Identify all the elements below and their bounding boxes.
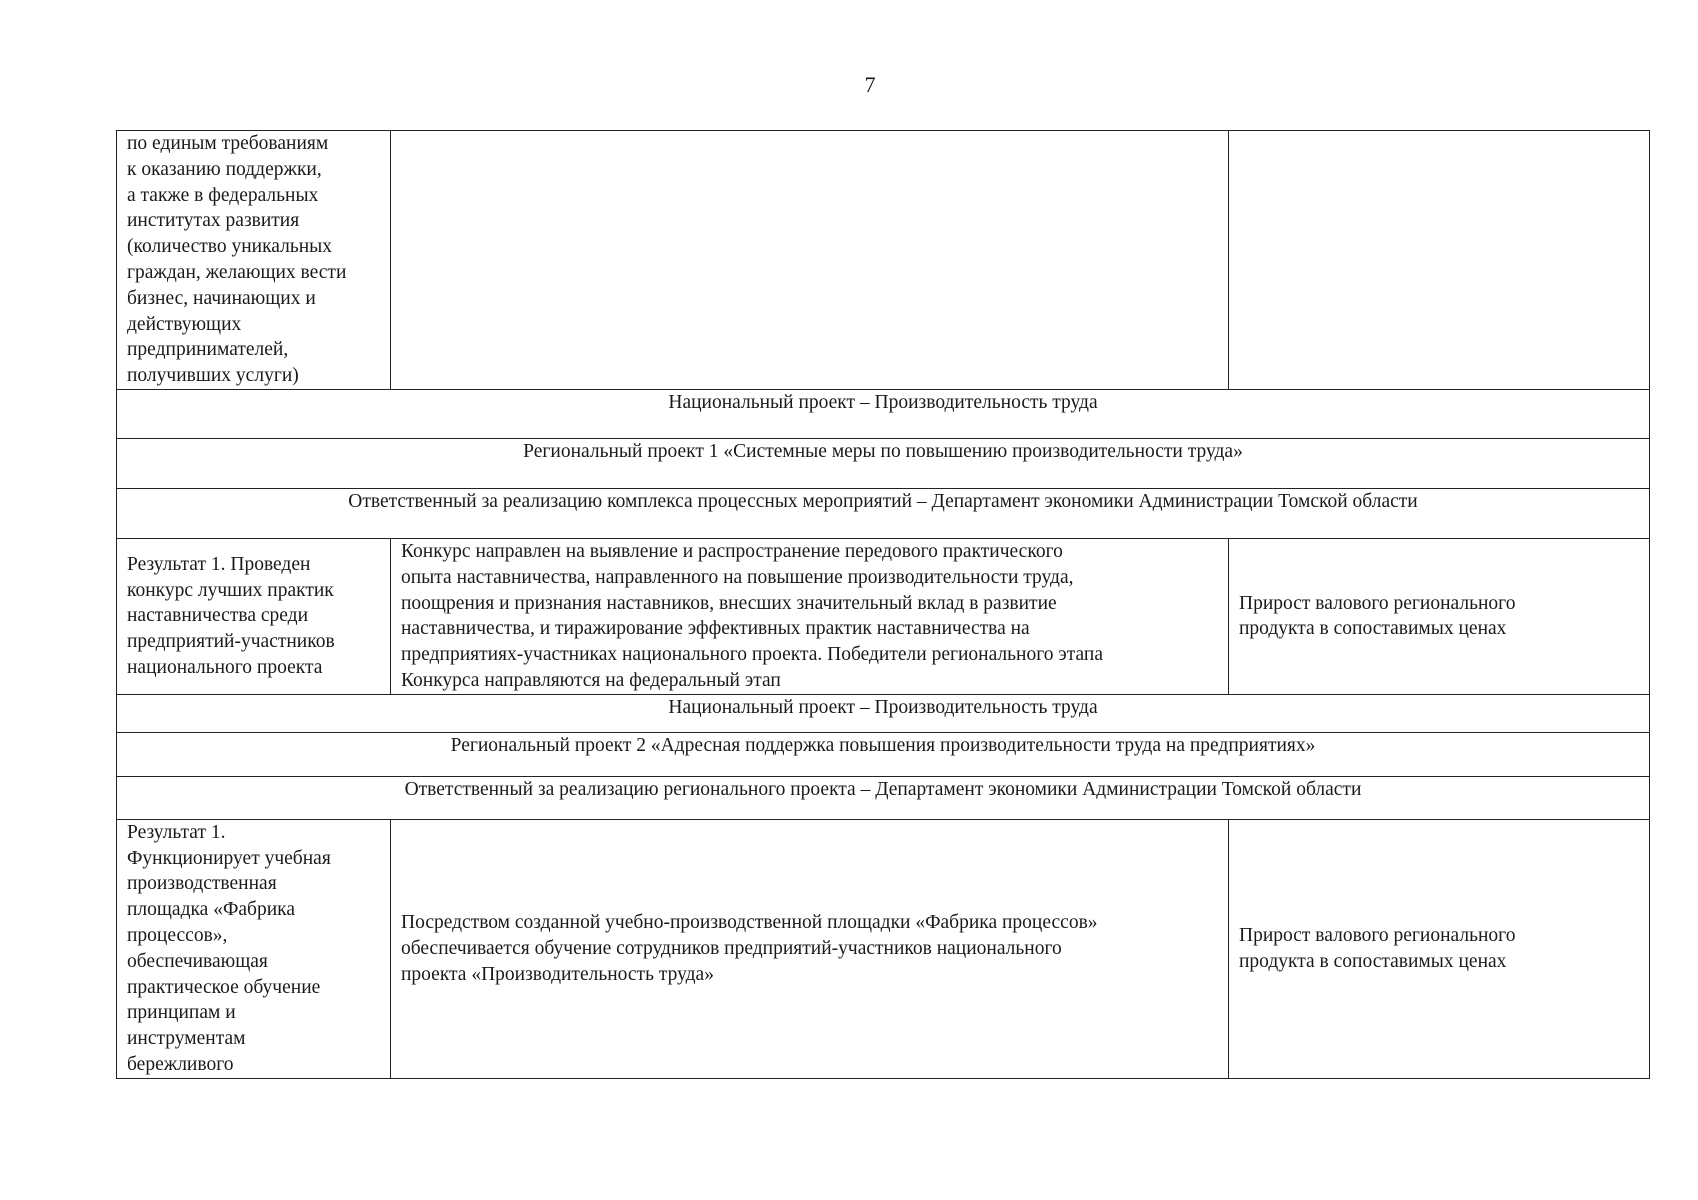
- empty-cell: [1229, 131, 1650, 390]
- cell-line: Прирост валового регионального: [1239, 924, 1516, 946]
- result-indicator-cell: [1229, 539, 1650, 695]
- section-row-national-project-2: [117, 694, 1650, 732]
- cell-line: процессов»,: [127, 924, 228, 946]
- result-description-cell: [391, 539, 1229, 695]
- cell-line: практическое обучение: [127, 976, 321, 998]
- national-project-heading: Национальный проект – Производительность труда: [117, 694, 1650, 732]
- result-indicator-cell: [1229, 819, 1650, 1078]
- cell-line: (количество уникальных: [127, 236, 332, 258]
- cell-line: предприятий-участников: [127, 631, 335, 653]
- cell-line: конкурс лучших практик: [127, 579, 334, 601]
- cell-line: Конкурса направляются на федеральный этап: [401, 669, 781, 691]
- cell-line: наставничества среди: [127, 605, 309, 627]
- cell-line: институтах развития: [127, 210, 300, 232]
- cell-line: бережливого: [127, 1053, 234, 1075]
- cell-line: обеспечивается обучение сотрудников предприятий-участников национального: [401, 937, 1062, 959]
- section-row-regional-project-2: [117, 732, 1650, 776]
- cell-line: Результат 1.: [127, 821, 226, 843]
- cell-line: к оказанию поддержки,: [127, 158, 322, 180]
- section-row-regional-project-1: [117, 439, 1650, 489]
- page-number: 7: [864, 72, 876, 97]
- responsible-heading: Ответственный за реализацию регионального проекта – Департамент экономики Администрации Томской области: [117, 776, 1650, 819]
- cell-line: а также в федеральных: [127, 184, 319, 206]
- cell-line: Функционирует учебная: [127, 847, 331, 869]
- section-row-national-project-1: [117, 390, 1650, 439]
- cell-line: производственная: [127, 873, 277, 895]
- cell-line: продукта в сопоставимых ценах: [1239, 618, 1507, 640]
- table-row-result-1: [117, 539, 1650, 695]
- cell-line: опыта наставничества, направленного на повышение производительности труда,: [401, 566, 1074, 588]
- cell-line: обеспечивающая: [127, 950, 268, 972]
- national-project-heading: Национальный проект – Производительность труда: [117, 390, 1650, 439]
- cell-line: национального проекта: [127, 657, 323, 679]
- cell-line: принципам и: [127, 1002, 236, 1024]
- section-row-responsible-1: [117, 489, 1650, 539]
- cell-line: предприятиях-участниках национального проекта. Победители регионального этапа: [401, 644, 1103, 666]
- cell-line: Посредством созданной учебно-производственной площадки «Фабрика процессов»: [401, 912, 1098, 934]
- regional-project-heading: Региональный проект 2 «Адресная поддержка повышения производительности труда на предприятиях»: [117, 732, 1650, 776]
- result-title-cell: [117, 819, 391, 1078]
- cell-line: Прирост валового регионального: [1239, 592, 1516, 614]
- cell-line: продукта в сопоставимых ценах: [1239, 950, 1507, 972]
- cell-line: предпринимателей,: [127, 339, 289, 361]
- cell-line: Конкурс направлен на выявление и распространение передового практического: [401, 541, 1063, 562]
- result-description-cell: [391, 819, 1229, 1078]
- cell-line: бизнес, начинающих и: [127, 287, 316, 309]
- cell-line: инструментам: [127, 1028, 246, 1050]
- cell-line: Результат 1. Проведен: [127, 553, 311, 575]
- result-title-cell: [117, 539, 391, 695]
- empty-cell: [391, 131, 1229, 390]
- section-row-responsible-2: [117, 776, 1650, 819]
- cell-line: получивших услуги): [127, 365, 299, 387]
- table-row-continued: [117, 131, 1650, 390]
- regional-project-heading: Региональный проект 1 «Системные меры по повышению производительности труда»: [117, 439, 1650, 489]
- cell-line: поощрения и признания наставников, внесших значительный вклад в развитие: [401, 592, 1057, 614]
- cell-line: площадка «Фабрика: [127, 899, 295, 921]
- cell-line: проекта «Производительность труда»: [401, 963, 714, 985]
- cell-line: наставничества, и тиражирование эффективных практик наставничества на: [401, 618, 1030, 640]
- responsible-heading: Ответственный за реализацию комплекса процессных мероприятий – Департамент экономики Администрации Томской области: [117, 489, 1650, 539]
- continued-indicator-cell: [117, 131, 391, 390]
- document-table: [116, 130, 1650, 1079]
- table-row-result-2: [117, 819, 1650, 1078]
- cell-line: по единым требованиям: [127, 133, 329, 154]
- cell-line: действующих: [127, 313, 242, 335]
- cell-line: граждан, желающих вести: [127, 261, 347, 283]
